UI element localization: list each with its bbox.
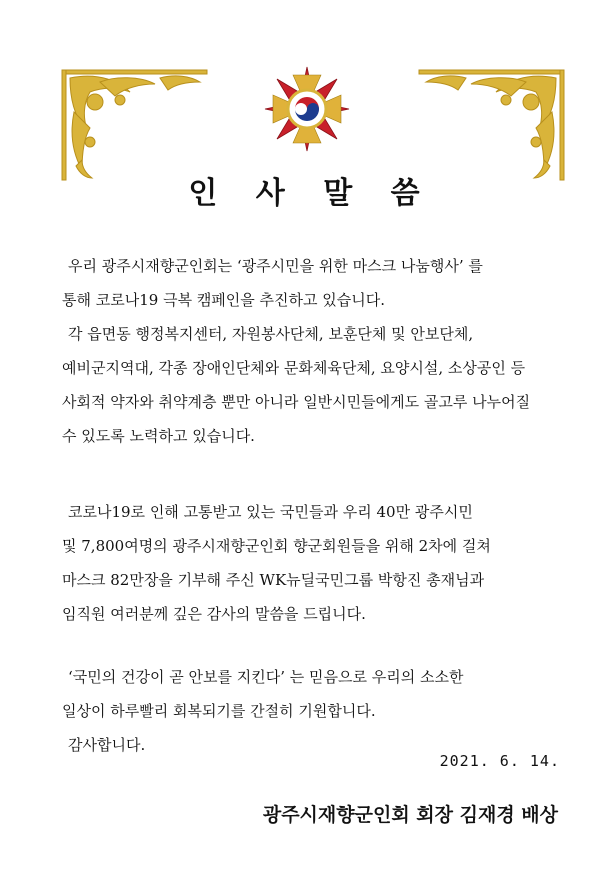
text-line: 각 읍면동 행정복지센터, 자원봉사단체, 보훈단체 및 안보단체,: [68, 325, 474, 343]
letter-body: [62, 256, 562, 769]
text-line: 수 있도록 노력하고 있습니다.: [62, 427, 255, 445]
text-line: 사회적 약자와 취약계층 뿐만 아니라 일반시민들에게도 골고루 나누어질: [62, 393, 531, 411]
gold-corner-ornament-right: [416, 62, 566, 182]
text-line: 예비군지역대, 각종 장애인단체와 문화체육단체, 요양시설, 소상공인 등: [62, 359, 526, 377]
text-line: 및 7,800여명의 광주시재향군인회 향군회원들을 위해 2차에 걸쳐: [62, 537, 491, 555]
text-line: ‘국민의 건강이 곧 안보를 지킨다’ 는 믿음으로 우리의 소소한: [68, 668, 464, 686]
text-line: 감사합니다.: [68, 736, 146, 754]
page-title: 인 사 말 씀: [188, 176, 434, 211]
text-line: 일상이 하루빨리 회복되기를 간절히 기원합니다.: [62, 702, 376, 720]
veterans-association-emblem: [262, 64, 352, 154]
text-line: 우리 광주시재향군인회는 ‘광주시민을 위한 마스크 나눔행사’ 를: [68, 257, 483, 275]
text-line: 임직원 여러분께 깊은 감사의 말씀을 드립니다.: [62, 605, 366, 623]
text-line: 마스크 82만장을 기부해 주신 WK뉴딜국민그룹 박항진 총재님과: [62, 571, 485, 589]
gold-corner-ornament-left: [60, 62, 210, 182]
text-line: 코로나19로 인해 고통받고 있는 국민들과 우리 40만 광주시민: [68, 503, 473, 521]
paragraph-2: [62, 502, 562, 638]
letter-date: 2021. 6. 14.: [439, 752, 560, 770]
text-line: 통해 코로나19 극복 캠페인을 추진하고 있습니다.: [62, 291, 386, 309]
paragraph-1: [62, 256, 562, 460]
signature: 광주시재향군인회 회장 김재경 배상: [262, 804, 558, 826]
